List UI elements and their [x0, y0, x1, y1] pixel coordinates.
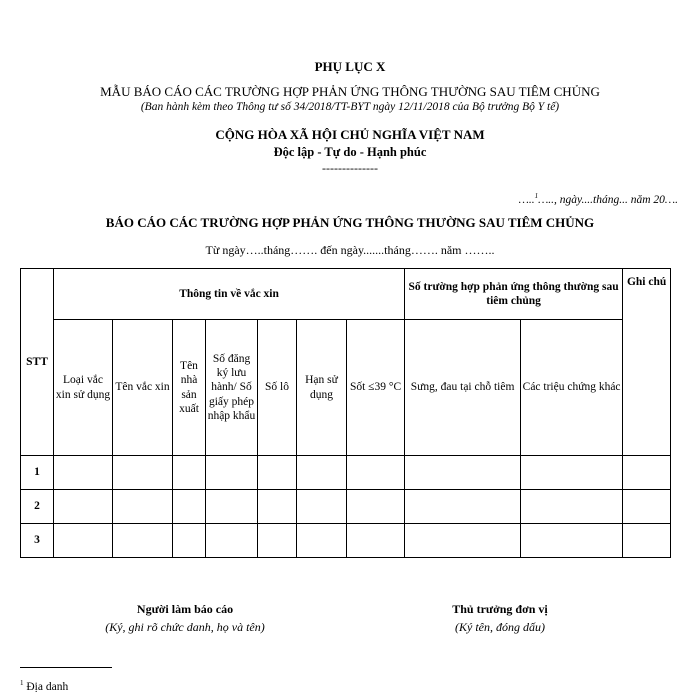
table-cell[interactable]	[405, 456, 521, 490]
table-cell[interactable]	[297, 490, 347, 524]
group-header-vaccine-info: Thông tin về vắc xin	[54, 269, 405, 320]
col-header-notes: Ghi chú	[623, 269, 671, 456]
dateline-footnote-mark: 1	[534, 192, 539, 200]
head-signature-block	[415, 602, 585, 635]
table-cell[interactable]	[347, 524, 405, 558]
footnote-mark: 1	[20, 679, 24, 687]
table-cell[interactable]	[623, 456, 671, 490]
table-cell[interactable]	[113, 490, 173, 524]
table-cell[interactable]	[347, 490, 405, 524]
reporter-signature-block	[80, 602, 290, 635]
table-cell[interactable]	[54, 524, 113, 558]
table-cell[interactable]	[623, 490, 671, 524]
col-header-stt: STT	[21, 269, 54, 456]
table-cell[interactable]	[347, 456, 405, 490]
col-header-vaccine-type: Loại vắc xin sử dụng	[54, 320, 113, 456]
table-cell[interactable]	[173, 456, 206, 490]
table-header-row-1	[21, 269, 671, 320]
row-number: 1	[21, 456, 54, 490]
col-header-swelling: Sưng, đau tại chỗ tiêm	[405, 320, 521, 456]
col-header-registration: Số đăng ký lưu hành/ Số giấy phép nhập khẩu	[206, 320, 258, 456]
table-row	[21, 456, 671, 490]
form-title: MẪU BÁO CÁO CÁC TRƯỜNG HỢP PHẢN ỨNG THÔNG THƯỜNG SAU TIÊM CHỦNG	[100, 84, 600, 99]
table-cell[interactable]	[113, 456, 173, 490]
table-cell[interactable]	[521, 524, 623, 558]
table-cell[interactable]	[405, 524, 521, 558]
footnote-text: Địa danh	[26, 680, 69, 693]
col-header-lot: Số lô	[258, 320, 297, 456]
col-header-other-symptoms: Các triệu chứng khác	[521, 320, 623, 456]
col-header-expiry: Hạn sử dụng	[297, 320, 347, 456]
table-header-row-2	[21, 320, 671, 456]
table-cell[interactable]	[297, 524, 347, 558]
footnote	[20, 679, 68, 693]
heading-divider: --------------	[322, 161, 378, 175]
report-title: BÁO CÁO CÁC TRƯỜNG HỢP PHẢN ỨNG THÔNG THƯỜNG SAU TIÊM CHỦNG	[105, 215, 595, 230]
national-heading: CỘNG HÒA XÃ HỘI CHỦ NGHĨA VIỆT NAM	[215, 127, 485, 142]
report-date-range: Từ ngày…..tháng……. đến ngày.......tháng……. năm ……..	[205, 243, 495, 257]
dateline-prefix: …..	[518, 193, 535, 206]
table-cell[interactable]	[297, 456, 347, 490]
head-note: (Ký tên, đóng dấu)	[455, 620, 545, 634]
group-header-reaction-count: Số trường hợp phản ứng thông thường sau tiêm chủng	[405, 269, 623, 320]
table-cell[interactable]	[54, 456, 113, 490]
table-row	[21, 524, 671, 558]
col-header-vaccine-name: Tên vắc xin	[113, 320, 173, 456]
col-header-manufacturer: Tên nhà sản xuất	[173, 320, 206, 456]
national-motto: Độc lập - Tự do - Hạnh phúc	[273, 145, 427, 159]
reporter-note: (Ký, ghi rõ chức danh, họ và tên)	[105, 620, 265, 634]
col-header-fever: Sốt ≤39 °C	[347, 320, 405, 456]
table-cell[interactable]	[206, 490, 258, 524]
reporter-title: Người làm báo cáo	[136, 602, 234, 616]
decree-note: (Ban hành kèm theo Thông tư số 34/2018/TT-BYT ngày 12/11/2018 của Bộ trưởng Bộ Y tế)	[140, 101, 560, 113]
table-cell[interactable]	[54, 490, 113, 524]
report-table	[20, 268, 671, 558]
table-cell[interactable]	[206, 524, 258, 558]
table-cell[interactable]	[173, 524, 206, 558]
table-cell[interactable]	[113, 524, 173, 558]
table-cell[interactable]	[206, 456, 258, 490]
appendix-title: PHỤ LỤC X	[314, 59, 386, 74]
table-cell[interactable]	[173, 490, 206, 524]
table-row	[21, 490, 671, 524]
head-title: Thủ trưởng đơn vị	[452, 602, 548, 616]
table-cell[interactable]	[521, 456, 623, 490]
table-cell[interactable]	[258, 456, 297, 490]
dateline-text: ….., ngày....tháng... năm 20….	[538, 193, 678, 206]
table-cell[interactable]	[258, 524, 297, 558]
row-number: 3	[21, 524, 54, 558]
dateline	[519, 192, 678, 206]
table-cell[interactable]	[258, 490, 297, 524]
row-number: 2	[21, 490, 54, 524]
table-cell[interactable]	[405, 490, 521, 524]
table-cell[interactable]	[623, 524, 671, 558]
footnote-rule	[20, 667, 112, 668]
table-cell[interactable]	[521, 490, 623, 524]
